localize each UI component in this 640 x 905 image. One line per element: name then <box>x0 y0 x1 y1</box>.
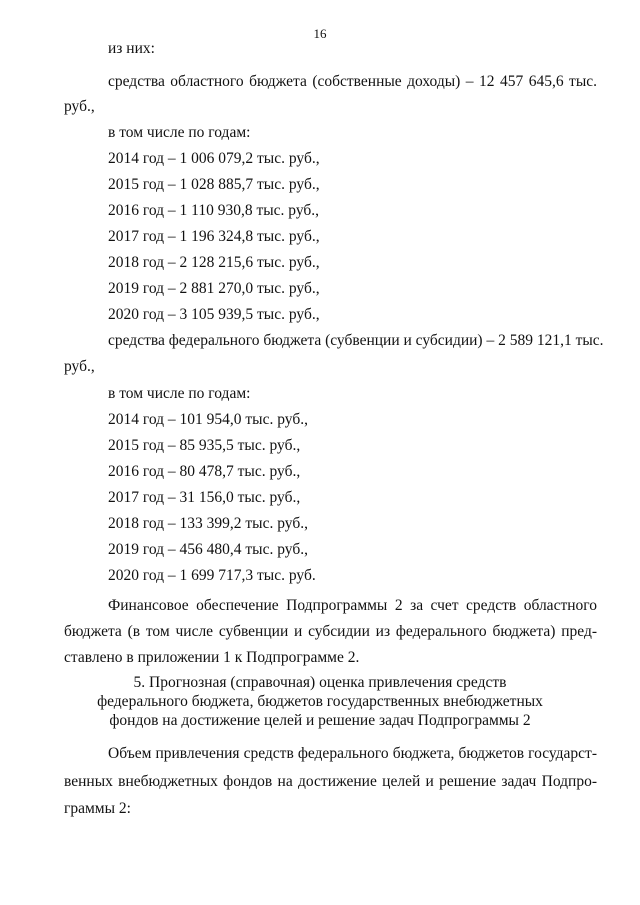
section5-heading-line1: 5. Прогнозная (справочная) оценка привлечения средств <box>133 674 507 691</box>
financing-paragraph-line2: бюджета (в том числе субвенции и субсидии из федерального бюджета) пред- <box>64 623 597 640</box>
of-which-label: из них: <box>108 40 155 57</box>
regional-budget-total-line2: руб., <box>64 98 95 115</box>
section5-paragraph-line2: венных внебюджетных фондов на достижение целей и решение задач Подпро- <box>64 773 597 790</box>
section5-paragraph-line1: Объем привлечения средств федерального бюджета, бюджетов государст- <box>108 745 597 762</box>
financing-paragraph-line3: ставлено в приложении 1 к Подпрограмме 2. <box>64 649 360 666</box>
section5-heading-line3: фондов на достижение целей и решение задач Подпрограммы 2 <box>109 712 531 729</box>
regional-budget-total-line1: средства областного бюджета (собственные доходы) – 12 457 645,6 тыс. <box>108 73 597 90</box>
federal-year-2018: 2018 год – 133 399,2 тыс. руб., <box>108 515 308 532</box>
section5-paragraph-line3: граммы 2: <box>64 800 131 817</box>
federal-year-2015: 2015 год – 85 935,5 тыс. руб., <box>108 437 301 454</box>
federal-year-2014: 2014 год – 101 954,0 тыс. руб., <box>108 411 308 428</box>
federal-year-2020: 2020 год – 1 699 717,3 тыс. руб. <box>108 567 316 584</box>
federal-budget-total-line2: руб., <box>64 358 95 375</box>
regional-year-2018: 2018 год – 2 128 215,6 тыс. руб., <box>108 254 320 271</box>
regional-year-2016: 2016 год – 1 110 930,8 тыс. руб., <box>108 202 320 219</box>
regional-year-2019: 2019 год – 2 881 270,0 тыс. руб., <box>108 280 320 297</box>
regional-year-2020: 2020 год – 3 105 939,5 тыс. руб., <box>108 306 320 323</box>
federal-year-2019: 2019 год – 456 480,4 тыс. руб., <box>108 541 308 558</box>
section5-heading-line2: федерального бюджета, бюджетов государственных внебюджетных <box>97 693 543 710</box>
regional-year-2015: 2015 год – 1 028 885,7 тыс. руб., <box>108 176 320 193</box>
regional-year-2017: 2017 год – 1 196 324,8 тыс. руб., <box>108 228 320 245</box>
page-number: 16 <box>313 26 327 41</box>
federal-by-years-label: в том числе по годам: <box>108 385 251 402</box>
regional-year-2014: 2014 год – 1 006 079,2 тыс. руб., <box>108 150 320 167</box>
financing-paragraph-line1: Финансовое обеспечение Подпрограммы 2 за счет средств областного <box>108 597 597 614</box>
federal-year-2016: 2016 год – 80 478,7 тыс. руб., <box>108 463 301 480</box>
regional-by-years-label: в том числе по годам: <box>108 124 251 141</box>
federal-budget-total-line1: средства федерального бюджета (субвенции и субсидии) – 2 589 121,1 тыс. <box>108 332 604 349</box>
federal-year-2017: 2017 год – 31 156,0 тыс. руб., <box>108 489 301 506</box>
